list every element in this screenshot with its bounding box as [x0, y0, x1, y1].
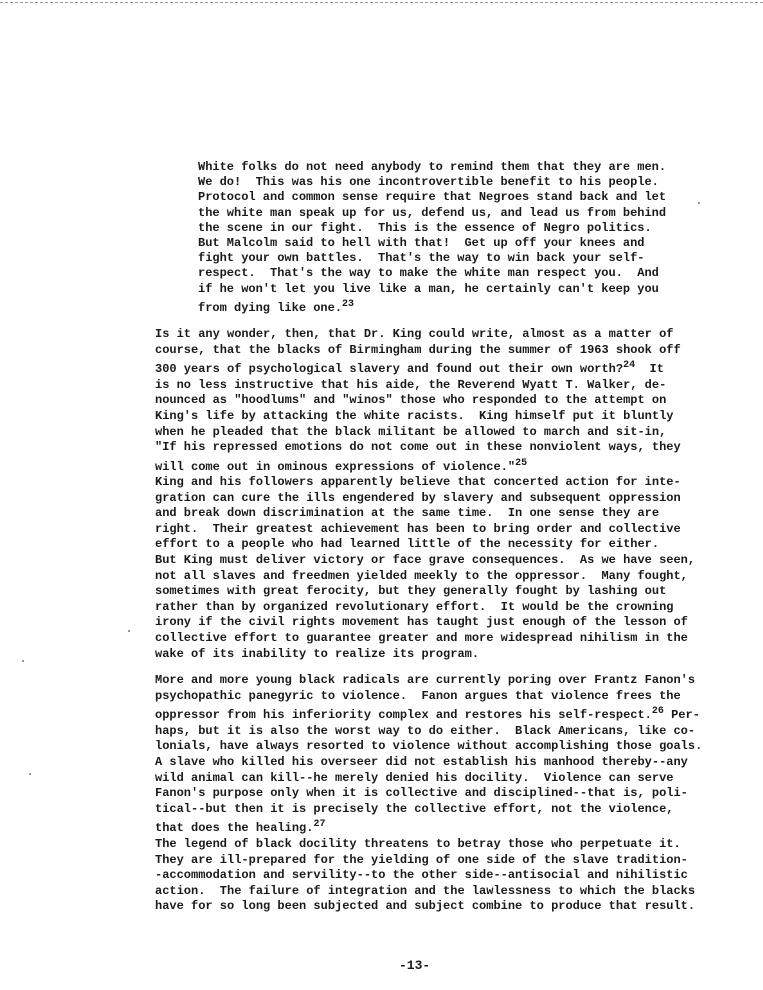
footnote-24: 24 — [623, 360, 636, 372]
paragraph-3 — [155, 673, 735, 837]
paragraph-3-text-continued: Per- haps, but it is also the worst way to do either. Black Americans, like co- lonials, have always resorted to violence without accomplishing those goals. A slave who killed his overseer did not establish his manhood thereby--any wild animal can kill--he merely denied his docility. Violence can serve Fanon's purpose only when it is collective and disciplined--that is, poli- tical--but then it is precisely the collective effort, not the violence, that does the healing. — [155, 708, 703, 836]
scan-speck — [128, 630, 130, 632]
scan-speck — [22, 660, 24, 662]
paragraph-1 — [155, 327, 735, 475]
paragraph-4-text: The legend of black docility threatens to betray those who perpetuate it. They are ill-prepared for the yielding of one side of the slave tradition- -accommodation and servility--to the other side--antisocial and nihilistic action. The failure of integration and the lawlessness to which the blacks have for so long been subjected and subject combine to produce that result. — [155, 837, 696, 914]
scan-speck — [698, 202, 700, 204]
paragraph-2 — [155, 475, 735, 662]
page-number: -13- — [399, 958, 431, 973]
top-edge-rule — [0, 2, 763, 3]
footnote-26: 26 — [651, 706, 664, 718]
paragraph-2-text: King and his followers apparently believe that concerted action for inte- gration can cure the ills engendered by slavery and subsequent oppression and break down discrimination at the same time. In one sense they are right. Their greatest achievement has been to bring order and collective effort to a people who had learned little of the necessity for either. But King must deliver victory or face grave consequences. As we have seen, not all slaves and freedmen yielded meekly to the oppressor. Many fought, sometimes with great ferocity, but they generally fought by lashing out rather than by organized revolutionary effort. It would be the crowning irony if the civil rights movement has taught just enough of the lesson of collective effort to guarantee greater and more widespread nihilism in the wake of its inability to realize its program. — [155, 475, 696, 661]
paragraph-3-text: More and more young black radicals are currently poring over Frantz Fanon's psychopathic panegyric to violence. Fanon argues that violence frees the oppressor from his inferiority complex and restores his self-respect. — [155, 673, 696, 723]
paragraph-1-text-continued: It is no less instructive that his aide, the Reverend Wyatt T. Walker, de- nounced as "hoodlums" and "winos" those who responded to the attempt on King's life by attacking the white racists. King himself put it bluntly when he pleaded that the black militant be allowed to march and sit-in, "If his repressed emotions do not come out in these nonviolent ways, they will come out in ominous expressions of violence." — [155, 362, 681, 474]
footnote-25: 25 — [515, 457, 528, 469]
block-quote-text: White folks do not need anybody to remind them that they are men. We do! This was his one incontrovertible benefit to his people. Protocol and common sense require that Negroes stand back and let the white man speak up for us, defend us, and lead us from behind the scene in our fight. This is the essence of Negro politics. But Malcolm said to hell with that! Get up off your knees and fight your own battles. That's the way to win back your self- respect. That's the way to make the white man respect you. And if he won't let you live like a man, he certainly can't keep you from dying like one. — [198, 160, 667, 315]
paragraph-1-text: Is it any wonder, then, that Dr. King could write, almost as a matter of course, that the blacks of Birmingham during the summer of 1963 shook off 300 years of psychological slavery and found out their own worth? — [155, 327, 681, 377]
paragraph-4 — [155, 837, 735, 915]
block-quote — [198, 160, 703, 316]
footnote-23: 23 — [342, 298, 355, 310]
scan-speck — [29, 773, 31, 775]
footnote-27: 27 — [313, 819, 326, 831]
